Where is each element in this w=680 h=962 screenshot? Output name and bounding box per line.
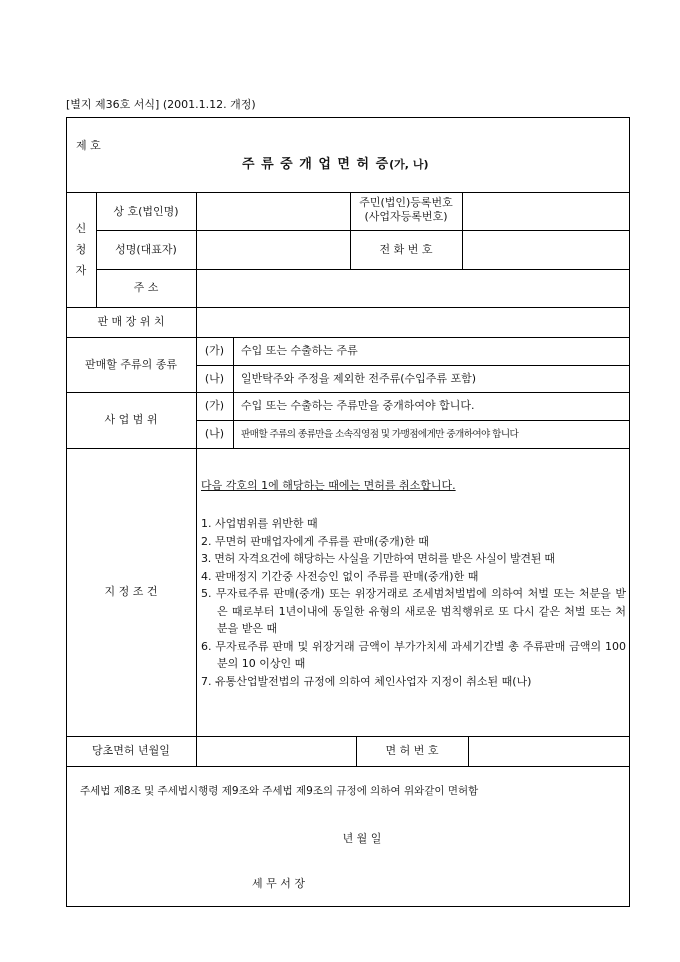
condition-item: 5. 무자료주류 판매(중개) 또는 위장거래로 조세범처벌법에 의하여 처벌 또는 처분을 받은 때로부터 1년이내에 동일한 유형의 새로운 범칙행위로 또 다시 같은 처벌 또는 처분을 받은 때 xyxy=(201,587,626,635)
page-title xyxy=(242,158,428,172)
applicant-char: 신 xyxy=(75,222,87,235)
condition-item: 4. 판매정지 기간중 사전승인 없이 주류를 판매(중개)한 때 xyxy=(201,569,479,583)
legal-basis-text: 주세법 제8조 및 주세법시행령 제9조와 주세법 제9조의 규정에 의하여 위와같이 면허함 xyxy=(80,785,479,797)
row-divider xyxy=(66,307,630,308)
row-divider xyxy=(66,766,630,767)
issue-date-line: 년 월 일 xyxy=(342,832,382,845)
applicant-group-label xyxy=(66,192,96,307)
business-scope-mark: (나) xyxy=(204,427,225,440)
document-number-label: 제 호 xyxy=(76,139,101,152)
title-main: 주 류 중 개 업 면 허 증 xyxy=(242,157,390,172)
business-scope-mark: (가) xyxy=(204,399,225,412)
liquor-types-label: 판매할 주류의 종류 xyxy=(84,358,177,371)
row-divider xyxy=(66,192,630,193)
liquor-type-text: 일반탁주와 주정을 제외한 전주류(수입주류 포함) xyxy=(241,372,477,385)
conditions-label: 지 정 조 건 xyxy=(104,585,158,598)
row-divider xyxy=(196,420,630,421)
column-divider xyxy=(462,192,463,269)
business-scope-text: 판매할 주류의 종류만을 소속직영점 및 가맹점에게만 중개하여야 합니다 xyxy=(241,429,519,440)
column-divider xyxy=(468,736,469,766)
initial-license-date-label: 당초면허 년월일 xyxy=(92,744,170,757)
registration-number-label-1: 주민(법인)등록번호 xyxy=(359,196,453,209)
row-divider xyxy=(66,736,630,737)
column-divider xyxy=(196,736,197,766)
address-label: 주 소 xyxy=(133,281,159,294)
condition-item: 1. 사업범위를 위반한 때 xyxy=(201,517,318,530)
registration-number-label-2: (사업자등록번호) xyxy=(364,210,448,223)
condition-item: 3. 면허 자격요건에 해당하는 사실을 기만하여 면허를 받은 사실이 발견된 때 xyxy=(201,552,555,565)
business-scope-text: 수입 또는 수출하는 주류만을 중개하여야 합니다. xyxy=(241,399,475,412)
row-divider xyxy=(96,269,630,270)
condition-item: 2. 무면허 판매업자에게 주류를 판매(중개)한 때 xyxy=(201,534,429,548)
title-suffix: (가, 나) xyxy=(389,158,429,171)
representative-label: 성명(대표자) xyxy=(115,243,177,256)
liquor-type-mark: (나) xyxy=(204,372,225,385)
license-number-label: 면 허 번 호 xyxy=(385,744,439,757)
tax-office-chief: 세 무 서 장 xyxy=(252,877,305,890)
liquor-type-mark: (가) xyxy=(204,344,225,357)
conditions-heading: 다음 각호의 1에 해당하는 때에는 면허를 취소합니다. xyxy=(201,479,456,492)
applicant-char: 자 xyxy=(75,264,87,277)
liquor-type-text: 수입 또는 수출하는 주류 xyxy=(241,344,358,357)
column-divider xyxy=(233,337,234,448)
business-scope-label: 사 업 범 위 xyxy=(104,413,158,426)
row-divider xyxy=(66,337,630,338)
applicant-char: 청 xyxy=(75,243,87,256)
form-reference: [별지 제36호 서식] (2001.1.12. 개정) xyxy=(66,98,256,111)
row-divider xyxy=(66,448,630,449)
row-divider xyxy=(66,392,630,393)
sales-location-label: 판 매 장 위 치 xyxy=(97,315,165,328)
row-divider xyxy=(196,365,630,366)
row-divider xyxy=(96,230,630,231)
conditions-list xyxy=(201,515,626,690)
trade-name-label: 상 호(법인명) xyxy=(113,205,179,218)
condition-item: 7. 유통산업발전법의 규정에 의하여 체인사업자 지정이 취소된 때(나) xyxy=(201,674,532,688)
phone-label: 전 화 번 호 xyxy=(379,243,433,256)
column-divider xyxy=(196,192,197,736)
condition-item: 6. 무자료주류 판매 및 위장거래 금액이 부가가치세 과세기간별 총 주류판매 금액의 100분의 10 이상인 때 xyxy=(201,639,626,670)
